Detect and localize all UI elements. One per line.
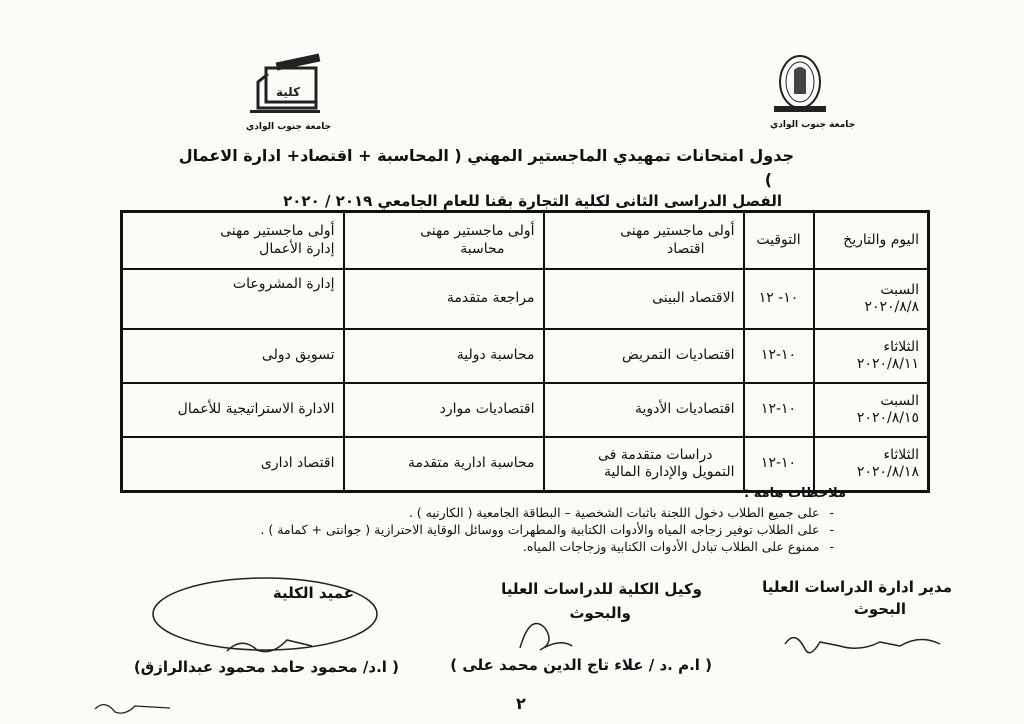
faculty-logo-caption: جامعة جنوب الوادي <box>246 122 332 132</box>
economics-cell: اقتصاديات الأدوية <box>544 383 744 437</box>
list-item: - على جميع الطلاب دخول اللجنة باثبات الشخصية – البطاقة الجامعية ( الكارنيه ) . <box>260 505 834 520</box>
table-row <box>122 437 929 492</box>
faculty-logo <box>238 52 330 137</box>
economics-cell <box>544 437 744 492</box>
table-row <box>122 383 929 437</box>
business-cell: اقتصاد ادارى <box>122 437 344 492</box>
date-label: ٢٠٢٠/٨/١٥ <box>856 410 919 426</box>
day-date-cell <box>814 383 929 437</box>
vice-dean-title: وكيل الكلية للدراسات العليا <box>501 580 702 598</box>
day-label: السبت <box>880 392 919 409</box>
date-label: ٢٠٢٠/٨/٨ <box>864 299 919 315</box>
time-cell: ١٠-١٢ <box>744 383 814 437</box>
document-subtitle: الفصل الدراسى الثانى لكلية التجارة بقنا للعام الجامعي ٢٠١٩ / ٢٠٢٠ <box>283 192 782 210</box>
business-cell: إدارة المشروعات <box>122 269 344 329</box>
header-economics-line2: اقتصاد <box>667 240 705 257</box>
accounting-cell: اقتصاديات موارد <box>344 383 544 437</box>
business-cell: تسويق دولى <box>122 329 344 383</box>
accounting-cell: محاسبة دولية <box>344 329 544 383</box>
date-label: ٢٠٢٠/٨/١١ <box>856 356 919 372</box>
day-date-cell <box>814 437 929 492</box>
header-business-line1: أولى ماجستير مهنى <box>220 223 335 239</box>
header-time: التوقيت <box>744 212 814 270</box>
accounting-cell: مراجعة متقدمة <box>344 269 544 329</box>
exam-schedule-table <box>120 210 930 493</box>
document-title: جدول امتحانات تمهيدي الماجستير المهني ( المحاسبة + اقتصاد+ ادارة الاعمال <box>178 146 794 165</box>
grad-studies-manager-title: مدير ادارة الدراسات العليا <box>762 578 952 596</box>
list-item: - على الطلاب توفير زجاجه المياه والأدوات الكتابية والمطهرات ووسائل الوقاية الاحترازية ( جوانتى + كمامة ) . <box>260 522 834 537</box>
dean-signature <box>222 626 322 662</box>
day-label: الثلاثاء <box>883 338 919 355</box>
business-cell: الادارة الاستراتيجية للأعمال <box>122 383 344 437</box>
vice-dean-name: ( ا.م .د / علاء تاج الدين محمد على ) <box>450 656 712 674</box>
time-cell: ١٠- ١٢ <box>744 269 814 329</box>
svg-text:كلية: كلية <box>276 85 301 99</box>
university-logo <box>760 50 856 136</box>
header-economics-line1: أولى ماجستير مهنى <box>620 223 735 239</box>
day-label: الثلاثاء <box>883 446 919 463</box>
header-accounting <box>344 212 544 270</box>
economics-cell-line2: التمويل والإدارة المالية <box>604 464 735 480</box>
dean-name: ( ا.د/ محمود حامد محمود عبدالرازق) <box>133 658 399 676</box>
university-logo-caption: جامعة جنوب الوادي <box>770 120 856 130</box>
time-cell: ١٠-١٢ <box>744 329 814 383</box>
grad-studies-manager-title-line2: البحوث <box>853 600 906 618</box>
day-label: السبت <box>880 281 919 298</box>
table-row <box>122 269 929 329</box>
university-seal-icon <box>760 50 840 120</box>
dean-title: عميد الكلية <box>272 584 354 602</box>
faculty-logo-icon <box>238 52 330 122</box>
table-header-row <box>122 212 929 270</box>
header-economics <box>544 212 744 270</box>
initials-scribble <box>90 694 180 720</box>
list-item: - ممنوع على الطلاب تبادل الأدوات الكتابية وزجاجات المياه. <box>260 539 834 554</box>
manager-signature <box>780 624 950 664</box>
important-notes <box>260 486 846 556</box>
notes-heading: ملاحظات هامة : <box>744 486 846 501</box>
document-title-closing: ) <box>764 170 772 189</box>
header-accounting-line1: أولى ماجستير مهنى <box>420 223 535 239</box>
day-date-cell <box>814 329 929 383</box>
header-business-line2: إدارة الأعمال <box>259 240 335 257</box>
page-number: ٢ <box>516 694 526 713</box>
day-date-cell <box>814 269 929 329</box>
header-accounting-line2: محاسبة <box>460 240 505 257</box>
date-label: ٢٠٢٠/٨/١٨ <box>856 464 919 480</box>
economics-cell: الاقتصاد البينى <box>544 269 744 329</box>
vice-dean-title-line2: والبحوث <box>569 604 631 622</box>
economics-cell-line1: دراسات متقدمة فى <box>598 446 713 463</box>
header-business <box>122 212 344 270</box>
notes-list <box>260 505 846 554</box>
accounting-cell: محاسبة ادارية متقدمة <box>344 437 544 492</box>
time-cell: ١٠-١٢ <box>744 437 814 492</box>
economics-cell: اقتصاديات التمريض <box>544 329 744 383</box>
table-row <box>122 329 929 383</box>
vice-dean-signature <box>510 608 580 658</box>
header-day-date: اليوم والتاريخ <box>814 212 929 270</box>
